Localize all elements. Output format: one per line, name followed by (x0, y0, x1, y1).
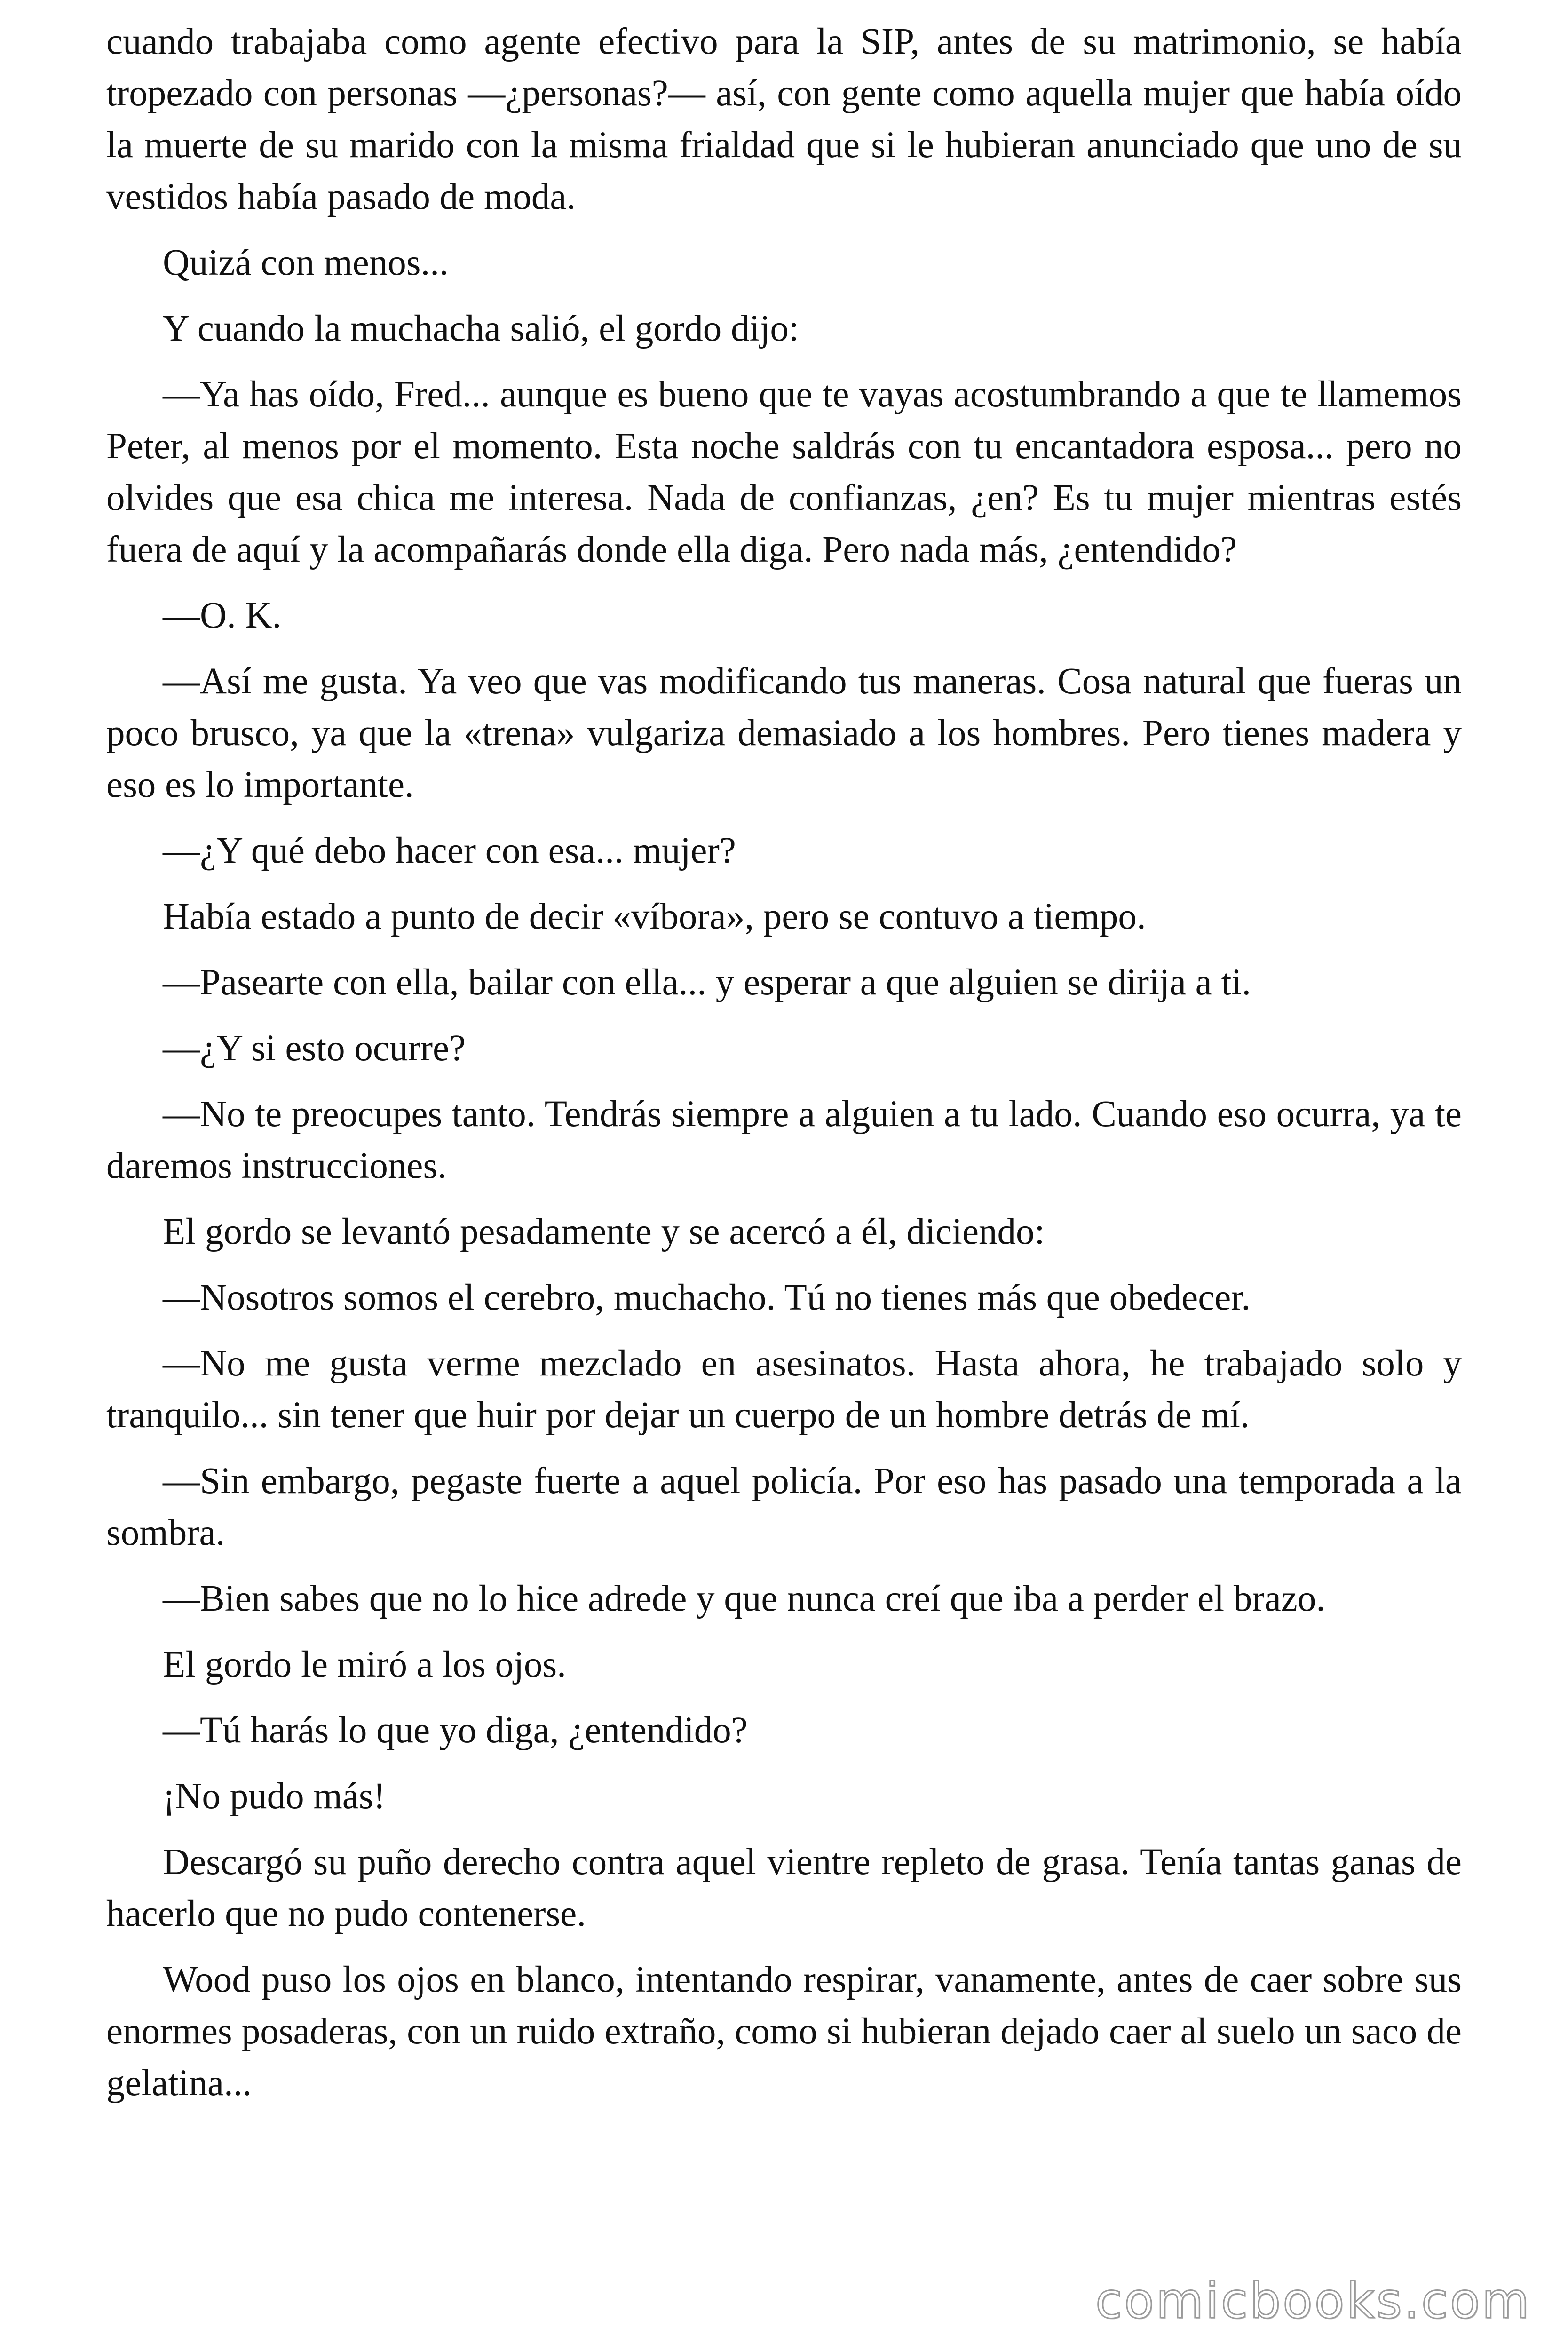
paragraph: Descargó su puño derecho contra aquel vientre repleto de grasa. Tenía tantas ganas de hacerlo que no pudo contenerse. (106, 1842, 1462, 1934)
paragraph: —No me gusta verme mezclado en asesinatos. Hasta ahora, he trabajado solo y tranquilo... sin tener que huir por dejar un cuerpo de un hombre detrás de mí. (106, 1343, 1462, 1436)
watermark: comicbooks.com (1095, 2272, 1531, 2329)
paragraph: —Pasearte con ella, bailar con ella... y esperar a que alguien se dirija a ti. (163, 962, 1251, 1003)
paragraph: —Nosotros somos el cerebro, muchacho. Tú no tienes más que obedecer. (163, 1277, 1251, 1318)
paragraph: ¡No pudo más! (163, 1776, 386, 1817)
paragraph: El gordo le miró a los ojos. (163, 1644, 566, 1685)
paragraph: —No te preocupes tanto. Tendrás siempre a alguien a tu lado. Cuando eso ocurra, ya te daremos instrucciones. (106, 1094, 1462, 1186)
paragraph: —¿Y qué debo hacer con esa... mujer? (163, 830, 736, 871)
paragraph: Quizá con menos... (163, 242, 449, 283)
paragraph: El gordo se levantó pesadamente y se acercó a él, diciendo: (163, 1211, 1045, 1252)
paragraph: —¿Y si esto ocurre? (163, 1028, 466, 1069)
paragraph: —Ya has oído, Fred... aunque es bueno que te vayas acostumbrando a que te llamemos Peter, al menos por el momento. Esta noche saldrás con tu encantadora esposa... pero no olvides que esa chica me interesa. Nada de confianzas, ¿en? Es tu mujer mientras estés fuera de aquí y la acompañarás donde ella diga. Pero nada más, ¿entendido? (106, 374, 1462, 570)
paragraph: —Así me gusta. Ya veo que vas modificando tus maneras. Cosa natural que fueras un poco brusco, ya que la «trena» vulgariza demasiado a los hombres. Pero tienes madera y eso es lo importante. (106, 661, 1462, 805)
paragraph: —Bien sabes que no lo hice adrede y que nunca creí que iba a perder el brazo. (163, 1578, 1326, 1619)
paragraph: Y cuando la muchacha salió, el gordo dijo: (163, 308, 799, 349)
paragraph: cuando trabajaba como agente efectivo para la SIP, antes de su matrimonio, se había tropezado con personas —¿personas?— así, con gente como aquella mujer que había oído la muerte de su marido con la misma frialdad que si le hubieran anunciado que uno de su vestidos había pasado de moda. (106, 21, 1462, 217)
paragraph: Había estado a punto de decir «víbora», pero se contuvo a tiempo. (163, 896, 1146, 937)
paragraph: Wood puso los ojos en blanco, intentando respirar, vanamente, antes de caer sobre sus enormes posaderas, con un ruido extraño, como si hubieran dejado caer al suelo un saco de gelatina... (106, 1959, 1462, 2104)
paragraph: —Tú harás lo que yo diga, ¿entendido? (163, 1710, 748, 1751)
paragraph: —O. K. (163, 595, 282, 636)
body-text (106, 16, 1462, 2123)
paragraph: —Sin embargo, pegaste fuerte a aquel policía. Por eso has pasado una temporada a la sombra. (106, 1461, 1462, 1553)
